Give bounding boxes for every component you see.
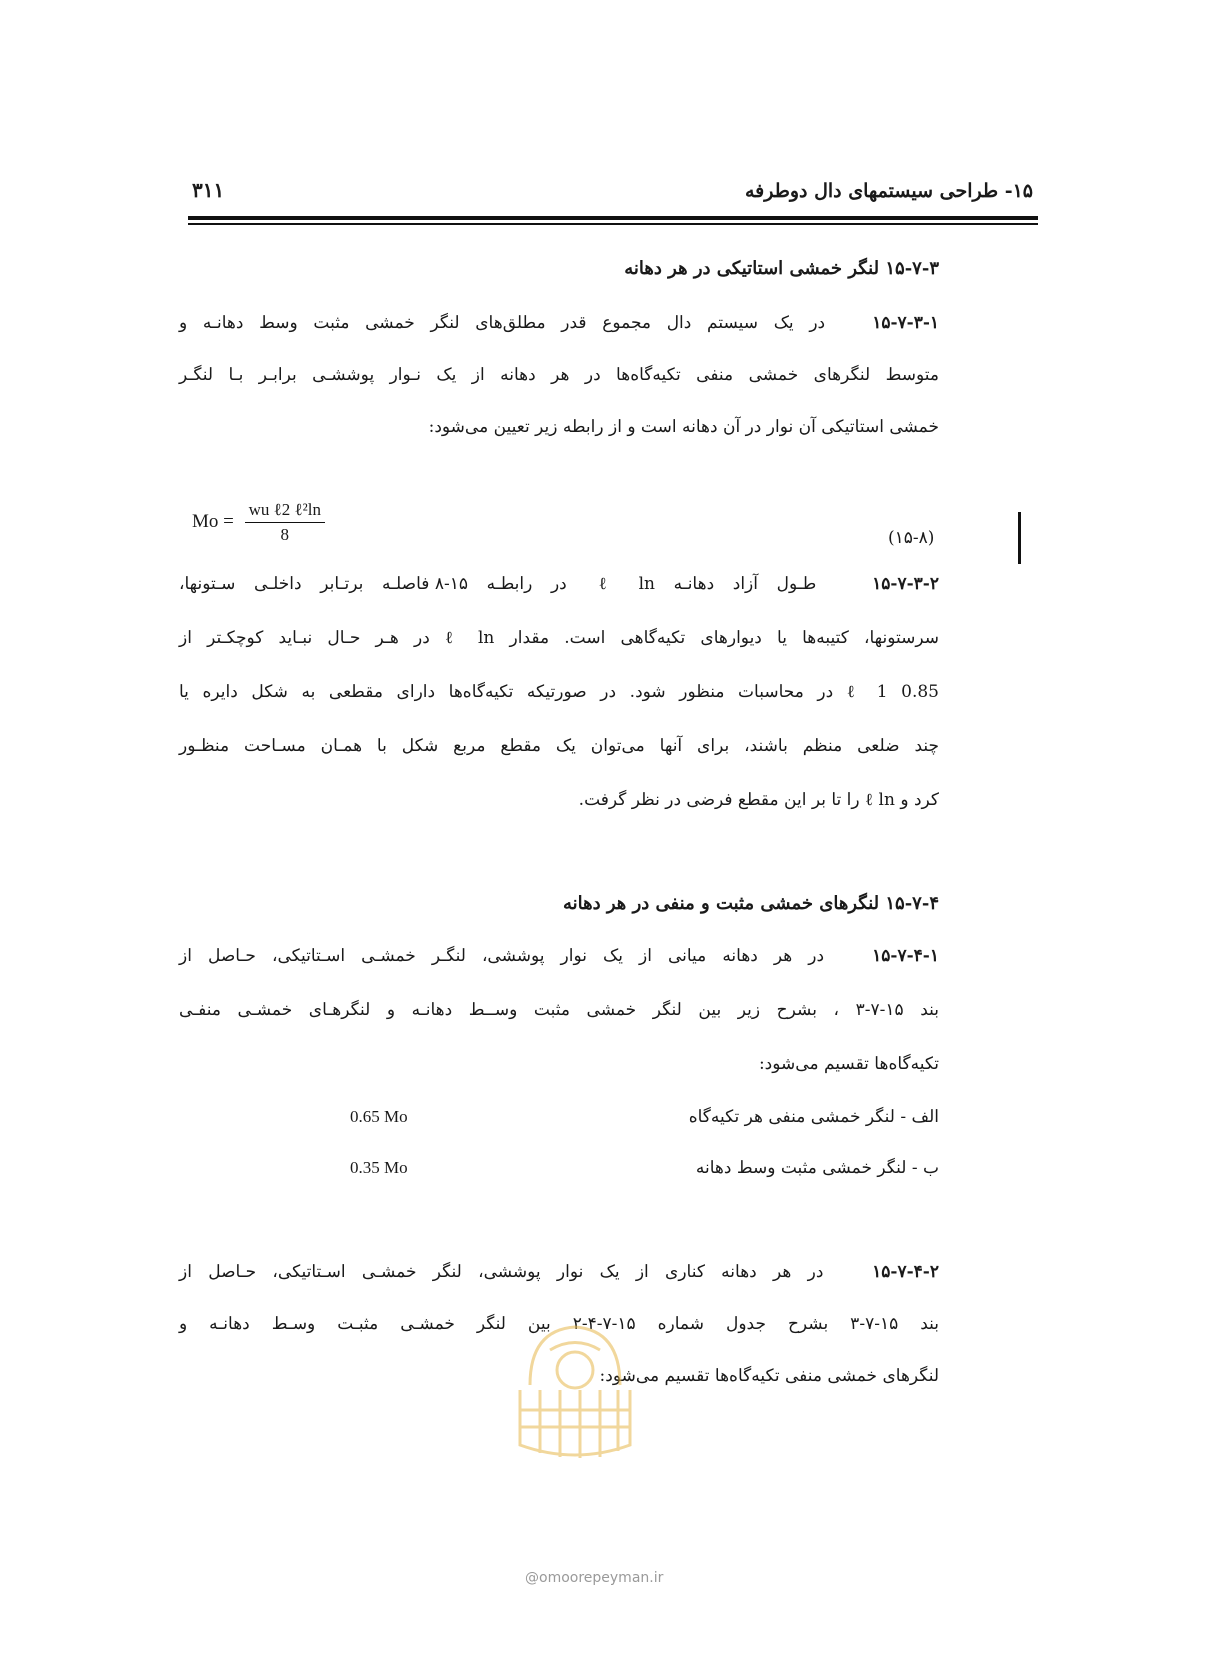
section-heading-15-7-4: ۱۵-۷-۴ لنگرهای خمشی مثبت و منفی در هر دهانه — [562, 893, 939, 914]
change-bar — [1018, 512, 1021, 564]
paragraph-line: خمشی استاتیکی آن نوار در آن دهانه است و از رابطه زیر تعیین می‌شود: — [428, 417, 939, 437]
clause-text: طـول آزاد دهانـه ℓ ln در رابطـه ۱۵-۸ فاصلـه برتـابر داخلـی سـتونها، — [179, 574, 817, 594]
clause-text: در هر دهانه میانی از یک نوار پوششی، لنگـر خمشـی اسـتاتیکی، حـاصل از — [179, 946, 825, 966]
clause-label: ۱۵-۷-۳-۱ — [872, 313, 940, 333]
clause-text: در هر دهانه کناری از یک نوار پوششی، لنگر خمشـی اسـتاتیکی، حـاصل از — [179, 1262, 824, 1282]
equation-numerator: wu ℓ2 ℓ²ln — [245, 500, 325, 523]
header-rule-thin — [188, 223, 1038, 225]
watermark-text: @omoorepeyman.ir — [525, 1570, 664, 1586]
clause-label: ۱۵-۷-۳-۲ — [872, 574, 939, 594]
header-rule-thick — [188, 216, 1038, 220]
paragraph-line: بند ۱۵-۷-۳ ، بشرح زیر بین لنگر خمشی مثبت وســط دهانـه و لنگرهـای خمشـی منفـی — [179, 1000, 939, 1020]
page-number: ۳۱۱ — [192, 178, 225, 202]
list-item-label: الف - لنگر خمشی منفی هر تکیه‌گاه — [688, 1107, 939, 1127]
paragraph-line — [179, 946, 939, 966]
paragraph-line — [179, 1262, 939, 1282]
clause-label: ۱۵-۷-۴-۲ — [872, 1262, 939, 1282]
paragraph-line: متوسط لنگرهای خمشی منفی تکیه‌گاه‌ها در هر دهانه از یک نـوار پوششـی برابـر بـا لنگـر — [179, 365, 939, 385]
section-heading-15-7-3: ۱۵-۷-۳ لنگر خمشی استاتیکی در هر دهانه — [624, 258, 939, 279]
clause-text: در یک سیستم دال مجموع قدر مطلق‌های لنگر خمشی مثبت وسط دهانـه و — [179, 313, 826, 333]
list-item-value: 0.65 Mo — [350, 1107, 408, 1126]
paragraph-line: 0.85 ℓ 1 در محاسبات منظور شود. در صورتیکه تکیه‌گاه‌ها دارای مقطعی به شکل دایره یا — [179, 682, 939, 702]
equation-mo — [192, 500, 325, 545]
paragraph-line: سرستونها، کتیبه‌ها یا دیوارهای تکیه‌گاهی است. مقدار ℓ ln در هـر حـال نبـاید کوچکـتر از — [179, 628, 940, 648]
equation-fraction — [245, 500, 325, 545]
running-header-title: ۱۵- طراحی سیستمهای دال دوطرفه — [744, 180, 1033, 202]
list-item-label: ب - لنگر خمشی مثبت وسط دهانه — [695, 1158, 939, 1178]
equation-denominator: 8 — [280, 525, 290, 544]
paragraph-line: بند ۱۵-۷-۳ بشرح جدول شماره ۱۵-۷-۴-۲ بین لنگر خمشـی مثبـت وسـط دهانـه و — [179, 1314, 939, 1334]
list-item-value: 0.35 Mo — [350, 1158, 408, 1177]
paragraph-line: لنگرهای خمشی منفی تکیه‌گاه‌ها تقسیم می‌شود: — [599, 1366, 939, 1386]
paragraph-line — [179, 574, 939, 594]
paragraph-line — [179, 313, 939, 333]
watermark-stamp-icon — [510, 1315, 640, 1465]
paragraph-line: چند ضلعی منظم باشند، برای آنها می‌توان یک مقطع مربع شکل با همـان مسـاحت منظـور — [179, 736, 939, 756]
paragraph-line: کرد و ℓ ln را تا بر این مقطع فرضی در نظر گرفت. — [578, 790, 939, 810]
paragraph-line: تکیه‌گاه‌ها تقسیم می‌شود: — [758, 1054, 939, 1074]
equation-number: (۱۵-۸) — [888, 528, 935, 548]
clause-label: ۱۵-۷-۴-۱ — [872, 946, 939, 966]
equation-lhs: Mo = — [192, 510, 234, 532]
